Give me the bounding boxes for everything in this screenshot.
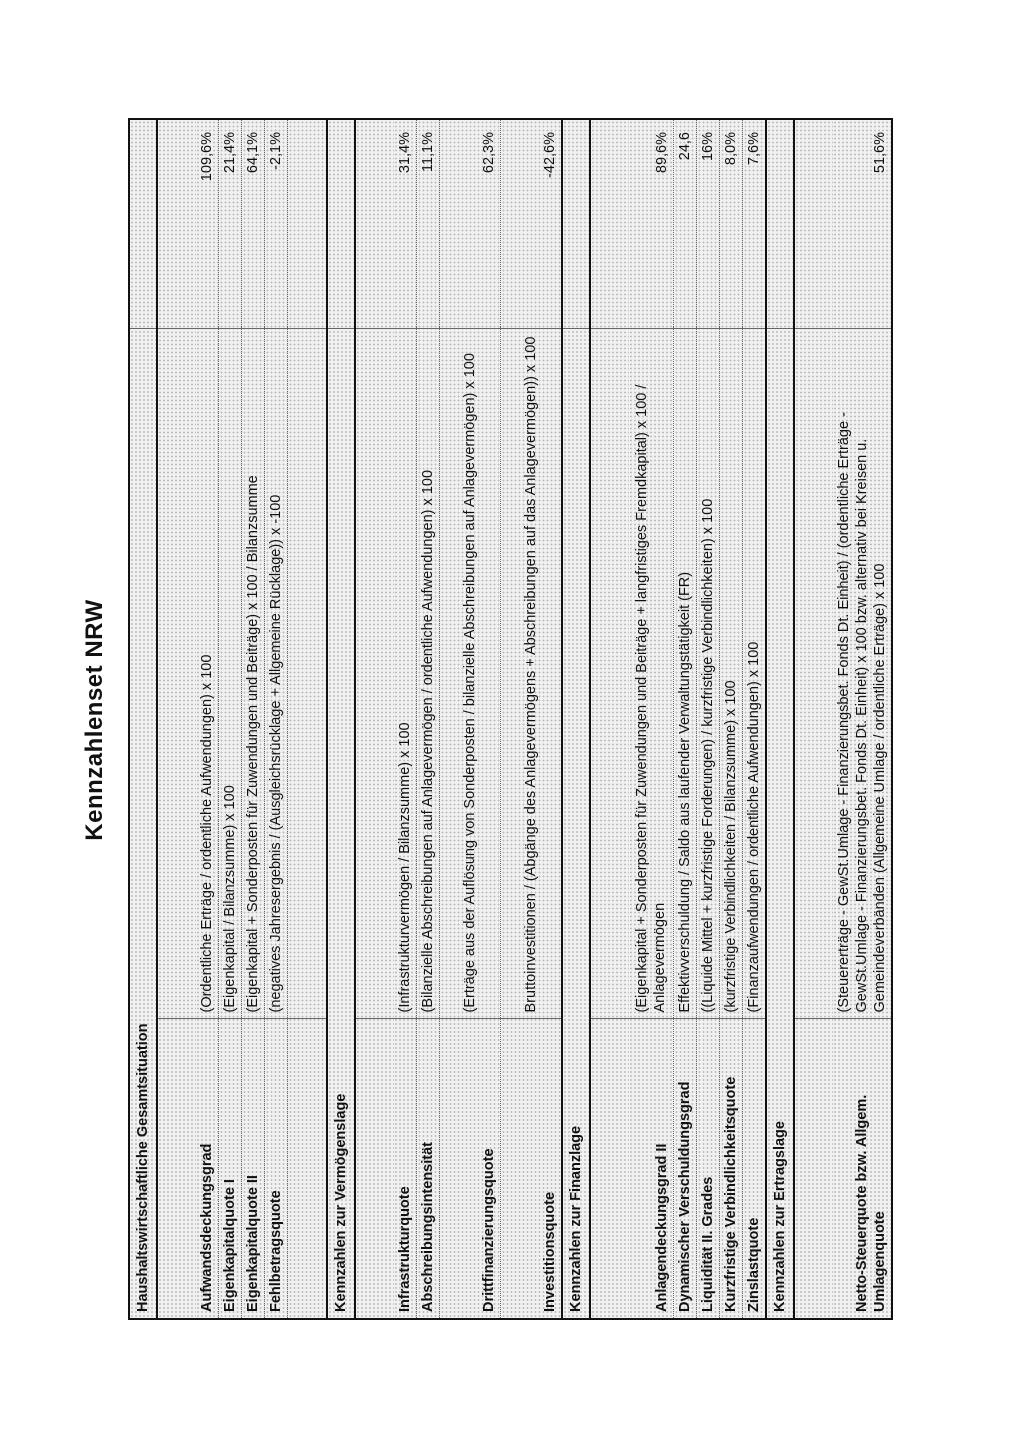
kennzahl-name: Infrastrukturquote xyxy=(394,1019,417,1319)
kennzahl-formula: (Erträge aus der Auflösung von Sonderposten / bilanzielle Abschreibungen auf Anlagevermögen) x 100 xyxy=(440,329,501,1019)
kennzahl-formula: (Finanzaufwendungen / ordentliche Aufwendungen) x 100 xyxy=(743,329,767,1019)
kennzahl-name: Netto-Steuerquote bzw. Allgem. Umlagenquote xyxy=(833,1019,892,1319)
section-title: Kennzahlen zur Finanzlage xyxy=(562,329,590,1319)
section-title: Kennzahlen zur Ertragslage xyxy=(766,329,794,1319)
kennzahl-value: 7,6% xyxy=(743,119,767,329)
kennzahl-value: -2,1% xyxy=(265,119,288,329)
kennzahl-formula: (Bilanzielle Abschreibungen auf Anlagevermögen / ordentliche Aufwendungen) x 100 xyxy=(417,329,440,1019)
kennzahl-value: 8,0% xyxy=(720,119,743,329)
table-row xyxy=(219,119,242,1319)
table-row xyxy=(720,119,743,1319)
kennzahl-name: Fehlbetragsquote xyxy=(265,1019,288,1319)
table-row xyxy=(833,119,892,1319)
kennzahl-name: Abschreibungsintensität xyxy=(417,1019,440,1319)
kennzahlen-table xyxy=(128,118,893,1320)
kennzahl-formula: (kurzfristige Verbindlichkeiten / Bilanzsumme) x 100 xyxy=(720,329,743,1019)
kennzahl-name: Kurzfristige Verbindlichkeitsquote xyxy=(720,1019,743,1319)
kennzahl-name: Dynamischer Verschuldungsgrad xyxy=(674,1019,697,1319)
table-row xyxy=(265,119,288,1319)
kennzahl-name: Investitionsquote xyxy=(501,1019,563,1319)
kennzahl-value: 64,1% xyxy=(242,119,265,329)
table-row xyxy=(417,119,440,1319)
kennzahl-formula: (Eigenkapital / Bilanzsumme) x 100 xyxy=(219,329,242,1019)
table-row xyxy=(394,119,417,1319)
kennzahl-name: Aufwandsdeckungsgrad xyxy=(196,1019,219,1319)
kennzahl-value: 24,6 xyxy=(674,119,697,329)
section-header-vermoegenslage xyxy=(327,119,355,1319)
kennzahl-value: 89,6% xyxy=(629,119,674,329)
kennzahl-value: 21,4% xyxy=(219,119,242,329)
section-header-ertragslage xyxy=(766,119,794,1319)
section-header-gesamtsituation xyxy=(129,119,157,1319)
kennzahl-formula: (Eigenkapital + Sonderposten für Zuwendungen und Beiträge + langfristiges Fremdkapital) x 100 / Anlagevermögen xyxy=(629,329,674,1019)
table-row xyxy=(629,119,674,1319)
section-header-finanzlage xyxy=(562,119,590,1319)
kennzahl-formula: Bruttoinvestitionen / (Abgänge des Anlagevermögens + Abschreibungen auf das Anlagevermögen)) x 100 xyxy=(501,329,563,1019)
kennzahl-name: Eigenkapitalquote II xyxy=(242,1019,265,1319)
kennzahl-formula: (Steuererträge - GewSt.Umlage - Finanzierungsbet. Fonds Dt. Einheit) / (ordentliche Erträge - GewSt.Umlage - Finanzierungsbet. Fonds Dt. Einheit) x 100 bzw. alternativ bei Kreisen u. Gemeindeverbänden (Allgemeine Umlage / ordentliche Erträge) x 100 xyxy=(833,329,892,1019)
kennzahl-value: 51,6% xyxy=(833,119,892,329)
kennzahl-name: Drittfinanzierungsquote xyxy=(440,1019,501,1319)
kennzahl-formula: Effektivverschuldung / Saldo aus laufender Verwaltungstätigkeit (FR) xyxy=(674,329,697,1019)
kennzahl-value: 11,1% xyxy=(417,119,440,329)
section-title: Haushaltswirtschaftliche Gesamtsituation xyxy=(129,329,157,1319)
kennzahlen-document xyxy=(70,120,888,1320)
kennzahl-value: 16% xyxy=(697,119,720,329)
table-row xyxy=(196,119,219,1319)
table-row xyxy=(743,119,767,1319)
section-title: Kennzahlen zur Vermögenslage xyxy=(327,329,355,1319)
table-row xyxy=(440,119,501,1319)
kennzahl-formula: (Eigenkapital + Sonderposten für Zuwendungen und Beiträge) x 100 / Bilanzsumme xyxy=(242,329,265,1019)
kennzahl-value: -42,6% xyxy=(501,119,563,329)
kennzahl-formula: (Infrastrukturvermögen / Bilanzsumme) x 100 xyxy=(394,329,417,1019)
table-row xyxy=(242,119,265,1319)
kennzahl-value: 31,4% xyxy=(394,119,417,329)
kennzahl-formula: (negatives Jahresergebnis / (Ausgleichsrücklage + Allgemeine Rücklage)) x -100 xyxy=(265,329,288,1019)
kennzahl-name: Anlagendeckungsgrad II xyxy=(629,1019,674,1319)
table-row xyxy=(501,119,563,1319)
kennzahl-name: Liquidität II. Grades xyxy=(697,1019,720,1319)
kennzahl-name: Zinslastquote xyxy=(743,1019,767,1319)
document-title: Kennzahlenset NRW xyxy=(81,599,108,841)
kennzahl-name: Eigenkapitalquote I xyxy=(219,1019,242,1319)
table-row xyxy=(674,119,697,1319)
kennzahl-formula: (Ordentliche Erträge / ordentliche Aufwendungen) x 100 xyxy=(196,329,219,1019)
kennzahl-value: 62,3% xyxy=(440,119,501,329)
table-row xyxy=(697,119,720,1319)
kennzahl-value: 109,6% xyxy=(196,119,219,329)
kennzahl-formula: ((Liquide Mittel + kurzfristige Forderungen) / kurzfristige Verbindlichkeiten) x 100 xyxy=(697,329,720,1019)
